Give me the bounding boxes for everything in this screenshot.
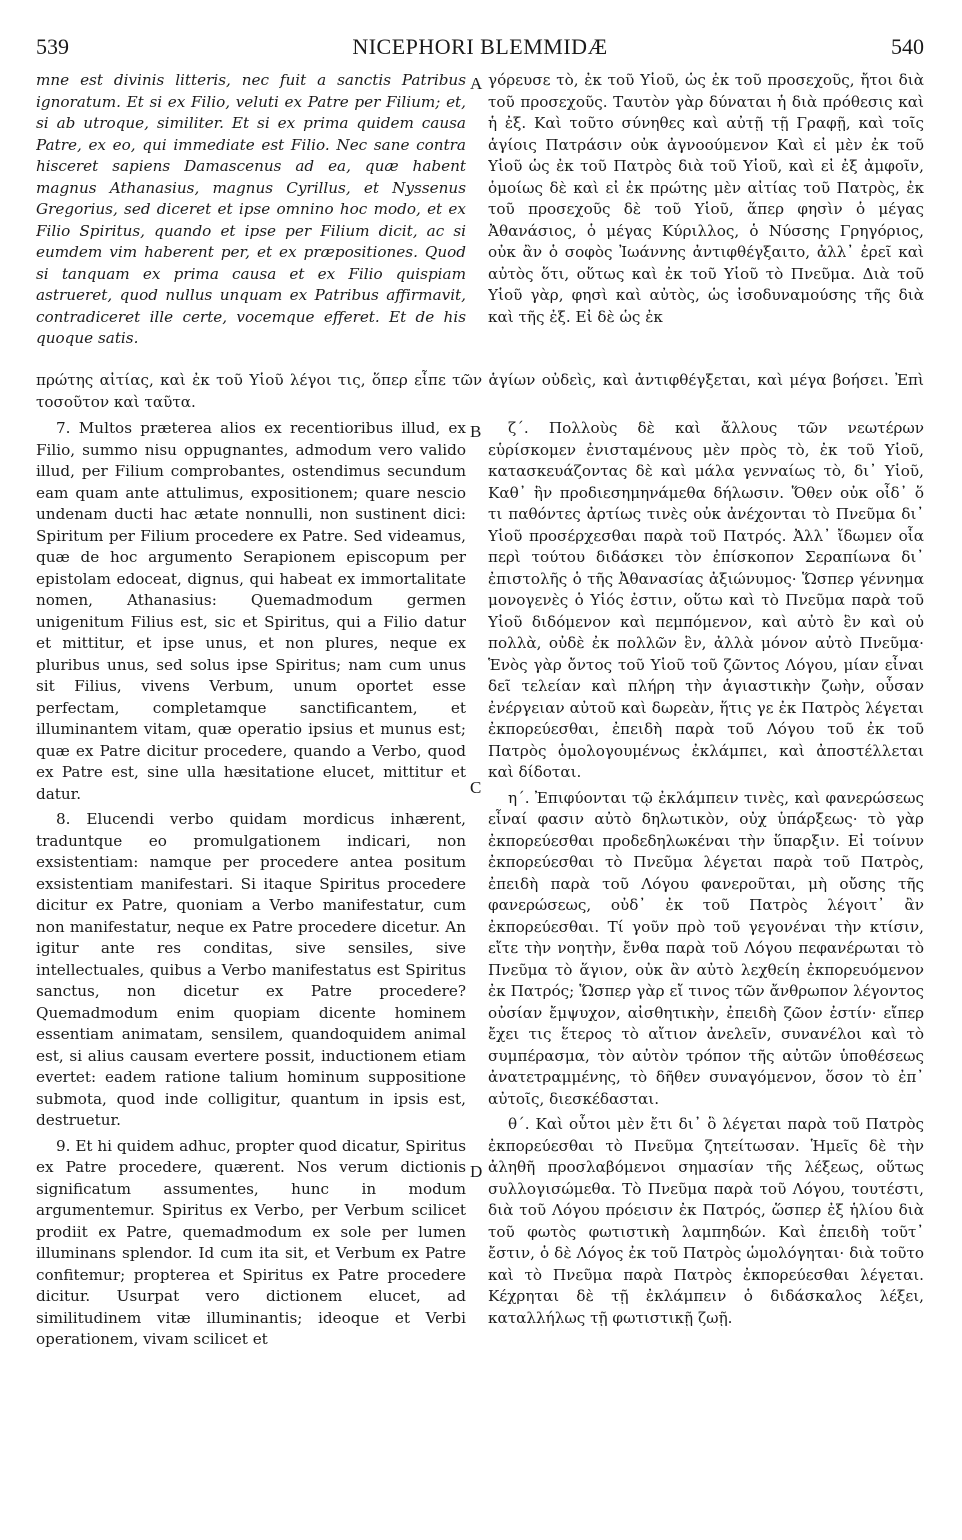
greek-column-bottom <box>488 418 924 1518</box>
greek-paragraph-9: θ΄. Καὶ οὗτοι μὲν ἔτι δι᾽ ὃ λέγεται παρὰ τοῦ Πατρὸς ἐκπορεύεσθαι τὸ Πνεῦμα ζητείτωσαν. Ἡμεῖς δὲ τὴν ἀληθῆ προσλαβόμενοι σημασίαν τῆς λέξεως, οὕτως συλλογισώμεθα. Τὸ Πνεῦμα παρὰ τοῦ Λόγου, τουτέστι, διὰ τοῦ Λόγου πρόεισιν ἐκ Πατρός, ὥσπερ ἐξ ἡλίου διὰ τοῦ φωτὸς φωτιστικὴ λαμπηδών. Καὶ ἐπειδὴ τοῦτ᾽ ἔστιν, ὁ δὲ Λόγος ἐκ τοῦ Πατρὸς ὡμολόγηται· διὰ τοῦτο καὶ τὸ Πνεῦμα παρὰ Πατρὸς ἐκπορεύεσθαι λέγεται. Κέχρηται δὲ τῇ ἐκλάμπειν ὁ διδάσκαλος λέξει, καταλλήλως τῇ φωτιστικῇ ζωῇ. <box>488 1115 924 1327</box>
margin-letter-a: A <box>470 74 483 93</box>
greek-column-top <box>488 70 924 366</box>
right-page-number: 540 <box>891 34 924 59</box>
greek-paragraph-8: η΄. Ἐπιφύονται τῷ ἐκλάμπειν τινὲς, καὶ φανερώσεως εἶναί φασιν αὐτὸ δηλωτικὸν, οὐχ ὑπάρξεως· τὸ γὰρ ἐκπορεύεσθαι προδεδηλωκέναι τὴν ὕπαρξιν. Εἰ τοίνυν ἐκπορεύεσθαι τὸ Πνεῦμα λέγεται παρὰ τοῦ Πατρὸς, ἐπειδὴ παρὰ τοῦ Λόγου φανεροῦται, μὴ οὔσης τῆς φανερώσεως, οὐδ᾽ ἐκ τοῦ Πατρὸς λέγοιτ᾽ ἂν ἐκπορεύεσθαι. Τί γοῦν πρὸ τοῦ γεγονέναι τὴν κτίσιν, εἴτε τὴν νοητὴν, ἔνθα παρὰ τοῦ Λόγου πεφανέρωται τὸ Πνεῦμα τὸ ἅγιον, οὐκ ἂν αὐτὸ λεχθείη ἐκπορευόμενον ἐκ Πατρός; Ὥσπερ γὰρ εἴ τινος τῶν ἄνθρωπον λέγοντος οὐσίαν ἔμψυχον, αἰσθητικὴν, ἐπειδὴ ζῶον ἐστίν· εἴπερ ἔχει τις ἕτερος τὸ αἴτιον ἀνελεῖν, συνανέλοι καὶ τὸ συμπέρασμα, τὸν αὐτὸν τρόπον τῆς αὐτῶν ὑποθέσεως ἀνατετραμμένης, τὸ δῆθεν συναγόμενον, ὅσον τὸ ἐπ᾽ αὐτοῖς, διεσκέδασται. <box>488 788 924 1108</box>
greek-paragraph-intro: γόρευσε τὸ, ἐκ τοῦ Υἱοῦ, ὡς ἐκ τοῦ προσεχοῦς, ἤτοι διὰ τοῦ προσεχοῦς. Ταυτὸν γὰρ δύναται ἡ διὰ πρόθεσις καὶ ἡ ἐξ. Καὶ τοῦτο σύνηθες καὶ αὐτῇ τῇ Γραφῇ, καὶ τοῖς ἁγίοις Πατράσιν οὐκ ἀγνοούμενον Καὶ εἰ μὲν ἐκ τοῦ Υἱοῦ ὡς ἐκ τοῦ Πατρὸς διὰ τοῦ Υἱοῦ, καὶ εἰ ἐξ ἀμφοῖν, ὁμοίως δὲ καὶ εἰ ἐκ πρώτης μὲν αἰτίας τοῦ Πατρὸς, ἐκ τοῦ προσεχοῦς δὲ τοῦ Υἱοῦ, ἅπερ φησὶν ὁ μέγας Ἀθανάσιος, ὁ μέγας Κύριλλος, ὁ Νύσσης Γρηγόριος, οὐκ ἂν ὁ σοφὸς Ἰωάννης ἀντιφθέγξαιτο, ἀλλ᾽ ἐρεῖ καὶ αὐτὸς ὅτι, οὕτως καὶ ἐκ τοῦ Υἱοῦ τὸ Πνεῦμα. Διὰ τοῦ Υἱοῦ γὰρ, φησὶ καὶ αὐτὸς, ὡς ἰσοδυναμούσης τῆς διὰ καὶ τῆς ἐξ. Εἰ δὲ ὡς ἐκ <box>488 71 924 326</box>
greek-spanning-line: πρώτης αἰτίας, καὶ ἐκ τοῦ Υἱοῦ λέγοι τις, ὅπερ εἶπε τῶν ἁγίων οὐδεὶς, καὶ ἀντιφθέγξεται, καὶ μέγα βοήσει. Ἐπὶ τοσοῦτον καὶ ταῦτα. <box>36 371 924 411</box>
running-header <box>36 34 924 60</box>
margin-letter-d: D <box>470 1162 483 1181</box>
latin-paragraph-8: 8. Elucendi verbo quidam mordicus inhærent, traduntque eo promulgationem indicari, non exsistentiam: namque per procedere antea positum exsistentiam manifestari. Si itaque Spiritus procedere dicitur ex Patre, quoniam a Verbo manifestatur, cum non manifestatur, neque ex Patre procedere dicetur. An igitur ante res conditas, sive sensiles, sive intellectuales, quibus a Verbo manifestatus est Spiritus sanctus, non dicetur ex Patre procedere? Quemadmodum enim quopiam dicente hominem essentiam animatam, sensilem, quandoquidem animal est, si alius causam evertere possit, inductionem etiam evertet: eadem ratione talium hominum suppositione submota, quod inde colligitur, quantum in ipsis est, destruetur. <box>36 810 466 1129</box>
greek-paragraph-7: ζ΄. Πολλοὺς δὲ καὶ ἄλλους τῶν νεωτέρων εὑρίσκομεν ἐνισταμένους μὲν πρὸς τὸ, ἐκ τοῦ Υἱοῦ, κατασκευάζοντας δὲ καὶ μάλα γενναίως τὸ, δι᾽ Υἱοῦ, Καθ᾽ ἣν προδιεσημηνάμεθα δήλωσιν. Ὅθεν οὐκ οἶδ᾽ ὅ τι παθόντες ἀρτίως τινὲς οὐκ ἀνέχονται τὸ Πνεῦμα δι᾽ Υἱοῦ προσέρχεσθαι παρὰ τοῦ Πατρός. Ἀλλ᾽ ἴδωμεν οἷα περὶ τούτου διδάσκει τὸν ἐπίσκοπον Σεραπίωνα δι᾽ ἐπιστολῆς ὁ τῆς Ἀθανασίας ἀξιώνυμος· Ὥσπερ γέννημα μονογενὲς ὁ Υἱός ἐστιν, οὕτω καὶ τὸ Πνεῦμα παρὰ τοῦ Υἱοῦ διδόμενον καὶ πεμπόμενον, καὶ αὐτὸ ἓν καὶ οὐ πολλὰ, οὐδὲ ἐκ πολλῶν ἓν, ἀλλὰ μόνον αὐτὸ Πνεῦμα· Ἑνὸς γὰρ ὄντος τοῦ Υἱοῦ τοῦ ζῶντος Λόγου, μίαν εἶναι δεῖ τελείαν καὶ πλήρη τὴν ἁγιαστικὴν ζωὴν, οὖσαν ἐνέργειαν αὐτοῦ καὶ δωρεὰν, ἥτις γε ἐκ Πατρὸς λέγεται ἐκπορεύεσθαι, ἐπειδὴ παρὰ τοῦ Λόγου τοῦ ἐκ τοῦ Πατρὸς ὁμολογουμένως ἐκλάμπει, καὶ ἀποστέλλεται καὶ δίδοται. <box>488 419 924 781</box>
margin-letter-b: B <box>470 422 482 441</box>
latin-paragraph-intro: mne est divinis litteris, nec fuit a sanctis Patribus ignoratum. Et si ex Filio, veluti ex Patre per Filium; et, si ab utroque, similiter. Et si ex prima quidem causa Patre, ex eo, qui immediate est Filio. Nec sane contra hisceret sapiens Damascenus ad ea, quæ habent magnus Athanasius, magnus Cyrillus, et Nyssenus Gregorius, sed diceret et ipse omnino hoc modo, et ex Filio Spiritus, quando et ipse per Filium dicit, ac si eumdem vim haberent per, et ex præpositiones. Quod si tanquam ex prima causa et ex Filio quispiam astrueret, quod nullus unquam ex Patribus affirmavit, contradiceret ille certe, vocemque efferet. Et de his quoque satis. <box>36 71 466 347</box>
latin-paragraph-7: 7. Multos præterea alios ex recentioribus illud, ex Filio, summo nisu oppugnantes, admodum vero valido illud, per Filium comprobantes, ostendimus secundum eam quam ante attulimus, expositionem; quare nescio undenam ducti hac ætate nonnulli, non sustinent dici: Spiritum per Filium procedere ex Patre. Sed videamus, quæ de hoc argumento Serapionem episcopum per epistolam edoceat, dignus, qui habeat ex immortalitate nomen, Athanasius: Quemadmodum germen unigenitum Filius est, sic et Spiritus, qui a Filio datur et mittitur, et ipse unus, et non plures, neque ex pluribus unus, sed solus ipse Spiritus; nam cum unus sit Filius, vivens Verbum, unum oportet esse perfectam, completamque sanctificantem, et illuminantem vitam, quæ operatio ipsius et munus est; quæ ex Patre dicitur procedere, quando a Verbo, quod ex Patre est, sine ulla hæsitatione elucet, mittitur et datur. <box>36 419 466 803</box>
margin-letter-c: C <box>470 778 482 797</box>
latin-column-bottom <box>36 418 466 1518</box>
running-title: NICEPHORI BLEMMIDÆ <box>352 34 608 59</box>
latin-column-top <box>36 70 466 366</box>
left-page-number: 539 <box>36 34 69 59</box>
latin-paragraph-9: 9. Et hi quidem adhuc, propter quod dicatur, Spiritus ex Patre procedere, quærent. Nos verum dictionis significatum assumentes, hunc in modum argumentemur. Spiritus ex Verbo, per Verbum scilicet prodiit ex Patre, quemadmodum ex sole per lumen illuminans splendor. Id cum ita sit, et Verbum ex Patre confitemur; propterea et Spiritus ex Patre procedere dicitur. Usurpat vero dictionem elucet, ad similitudinem vitæ illuminantis; ideoque et Verbi operationem, vivam scilicet et <box>36 1136 466 1348</box>
